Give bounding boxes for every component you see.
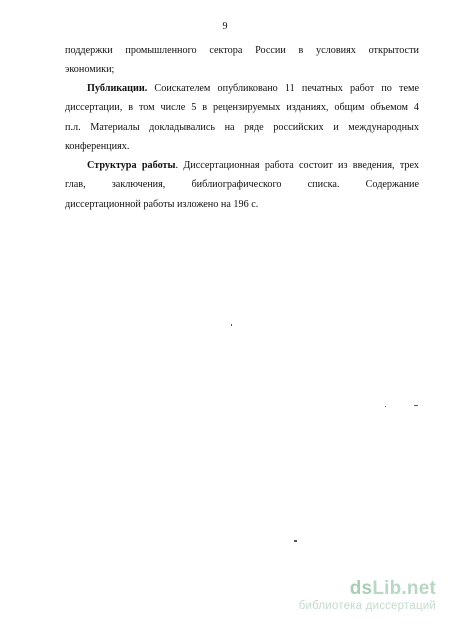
paragraph-publications — [65, 79, 419, 156]
watermark — [299, 579, 436, 613]
text-line: поддержки промышленного сектора России в условиях открытости — [65, 45, 419, 56]
text-fragment: Соискателем опубликовано 11 печатных работ по теме — [147, 83, 419, 94]
scan-speck — [414, 405, 418, 406]
watermark-logo: dsLib.net — [349, 578, 436, 599]
paragraph-structure — [65, 156, 419, 214]
scan-speck — [231, 324, 232, 326]
text-line: п.л. Материалы докладывались на ряде российских и международных — [65, 121, 419, 133]
page-number: 9 — [222, 21, 228, 32]
watermark-tagline: библиотека диссертаций — [298, 600, 436, 612]
scan-speck — [385, 406, 386, 407]
text-line — [65, 156, 419, 175]
text-line: диссертационной работы изложено на 196 с. — [65, 198, 259, 210]
text-line: конференциях. — [65, 140, 130, 152]
scan-speck — [294, 540, 297, 542]
text-line: диссертации, в том числе 5 в рецензируемых изданиях, общим объемом 4 — [65, 102, 419, 114]
paragraph-continuation — [65, 41, 419, 80]
structure-heading: Структура работы — [87, 160, 176, 171]
text-fragment: . Диссертационная работа состоит из введения, трех — [175, 160, 419, 171]
publications-heading: Публикации. — [87, 83, 148, 94]
text-line: экономики; — [65, 64, 115, 76]
text-line: глав, заключения, библиографического списка. Содержание — [65, 179, 419, 191]
text-line — [65, 79, 419, 98]
